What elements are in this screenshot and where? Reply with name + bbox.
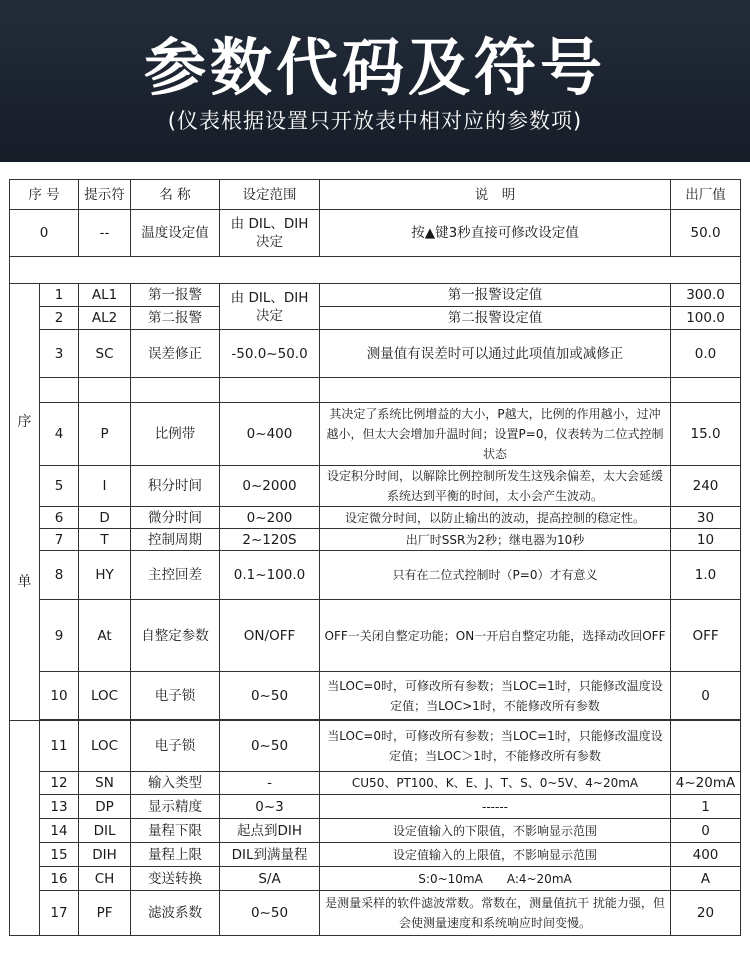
cell-range: - bbox=[220, 772, 320, 795]
cell-no: 12 bbox=[40, 772, 79, 795]
table-row bbox=[10, 600, 741, 672]
col-header-desc: 说 明 bbox=[320, 180, 671, 210]
cell-desc: 当LOC=0时，可修改所有参数；当LOC=1时，只能修改温度设定值；当LOC>1时，不能修改所有参数 bbox=[320, 672, 671, 720]
cell-symbol: -- bbox=[79, 210, 131, 257]
table-row bbox=[10, 330, 741, 378]
cell-desc: 其决定了系统比例增益的大小，P越大，比例的作用越小，过冲越小，但太大会增加升温时间；设置P=0，仪表转为二位式控制状态 bbox=[320, 403, 671, 466]
cell-range: ON/OFF bbox=[220, 600, 320, 672]
cell-symbol: LOC bbox=[79, 721, 131, 772]
table-row bbox=[10, 507, 741, 529]
cell-default bbox=[671, 721, 741, 772]
cell-default: OFF bbox=[671, 600, 741, 672]
table-row bbox=[10, 843, 741, 867]
cell-default: 240 bbox=[671, 466, 741, 507]
group2-side-label bbox=[10, 721, 40, 936]
cell-name: 主控回差 bbox=[131, 551, 220, 600]
cell-desc: 设定值输入的上限值，不影响显示范围 bbox=[320, 843, 671, 867]
cell-default: 20 bbox=[671, 891, 741, 936]
parameter-table bbox=[9, 179, 741, 936]
cell-name: 电子锁 bbox=[131, 672, 220, 720]
cell-range: DIL到满量程 bbox=[220, 843, 320, 867]
cell-range: 0~50 bbox=[220, 891, 320, 936]
cell-default: 300.0 bbox=[671, 284, 741, 307]
cell-symbol: I bbox=[79, 466, 131, 507]
cell-no: 7 bbox=[40, 529, 79, 551]
cell-no: 17 bbox=[40, 891, 79, 936]
cell-default: 30 bbox=[671, 507, 741, 529]
cell-default: A bbox=[671, 867, 741, 891]
cell-no: 3 bbox=[40, 330, 79, 378]
group-side-label bbox=[10, 284, 40, 721]
cell-name: 显示精度 bbox=[131, 795, 220, 819]
cell-symbol: CH bbox=[79, 867, 131, 891]
col-header-symbol: 提示符 bbox=[79, 180, 131, 210]
cell-range: 0~50 bbox=[220, 721, 320, 772]
col-header-no: 序 号 bbox=[10, 180, 79, 210]
cell-no: 13 bbox=[40, 795, 79, 819]
cell-symbol: At bbox=[79, 600, 131, 672]
cell-range: 起点到DIH bbox=[220, 819, 320, 843]
cell-range: 0~200 bbox=[220, 507, 320, 529]
table-row bbox=[10, 819, 741, 843]
cell-default: 100.0 bbox=[671, 307, 741, 330]
col-header-name: 名 称 bbox=[131, 180, 220, 210]
cell-no: 6 bbox=[40, 507, 79, 529]
table-row bbox=[10, 529, 741, 551]
table-row bbox=[10, 284, 741, 307]
cell-range: 0~2000 bbox=[220, 466, 320, 507]
cell-no: 9 bbox=[40, 600, 79, 672]
page-title: 参数代码及符号 bbox=[143, 31, 606, 104]
cell-name: 误差修正 bbox=[131, 330, 220, 378]
cell-range: 0~50 bbox=[220, 672, 320, 720]
cell-default: 1.0 bbox=[671, 551, 741, 600]
table-row bbox=[10, 551, 741, 600]
table-row bbox=[10, 307, 741, 330]
cell-desc: 测量值有误差时可以通过此项值加或减修正 bbox=[320, 330, 671, 378]
cell-symbol: HY bbox=[79, 551, 131, 600]
blank-separator-row bbox=[10, 257, 741, 284]
cell-default: 15.0 bbox=[671, 403, 741, 466]
cell-name: 第二报警 bbox=[131, 307, 220, 330]
table-row bbox=[10, 403, 741, 466]
cell-symbol: DIH bbox=[79, 843, 131, 867]
table-row bbox=[10, 772, 741, 795]
table-row bbox=[10, 891, 741, 936]
table-row bbox=[10, 795, 741, 819]
cell-name: 第一报警 bbox=[131, 284, 220, 307]
cell-desc: ------ bbox=[320, 795, 671, 819]
cell-name: 滤波系数 bbox=[131, 891, 220, 936]
cell-symbol: T bbox=[79, 529, 131, 551]
cell-default: 0 bbox=[671, 672, 741, 720]
cell-desc: 是测量采样的软件滤波常数。常数在，测量值抗干 扰能力强，但会使测量速度和系统响应时间变慢。 bbox=[320, 891, 671, 936]
cell-desc: 当LOC=0时，可修改所有参数；当LOC=1时，只能修改温度设定值；当LOC＞1时，不能修改所有参数 bbox=[320, 721, 671, 772]
cell-no: 8 bbox=[40, 551, 79, 600]
cell-name: 输入类型 bbox=[131, 772, 220, 795]
table-row bbox=[10, 867, 741, 891]
cell-desc: 第一报警设定值 bbox=[320, 284, 671, 307]
table-row bbox=[10, 466, 741, 507]
cell-range: 由 DIL、DIH 决定 bbox=[220, 284, 320, 330]
cell-symbol: P bbox=[79, 403, 131, 466]
cell-range: 0.1~100.0 bbox=[220, 551, 320, 600]
cell-range: 由 DIL、DIH 决定 bbox=[220, 210, 320, 257]
cell-range: 0~3 bbox=[220, 795, 320, 819]
cell-no: 0 bbox=[10, 210, 79, 257]
cell-default: 10 bbox=[671, 529, 741, 551]
cell-range: 2~120S bbox=[220, 529, 320, 551]
page-subtitle: (仪表根据设置只开放表中相对应的参数项) bbox=[167, 109, 583, 133]
cell-no: 2 bbox=[40, 307, 79, 330]
cell-symbol: LOC bbox=[79, 672, 131, 720]
page-header bbox=[0, 0, 750, 162]
cell-no: 5 bbox=[40, 466, 79, 507]
cell-name: 控制周期 bbox=[131, 529, 220, 551]
cell-desc: 设定积分时间，以解除比例控制所发生这残余偏差，太大会延缓系统达到平衡的时间，太小会产生波动。 bbox=[320, 466, 671, 507]
cell-symbol: SN bbox=[79, 772, 131, 795]
cell-no: 10 bbox=[40, 672, 79, 720]
cell-name: 量程下限 bbox=[131, 819, 220, 843]
cell-range: -50.0~50.0 bbox=[220, 330, 320, 378]
cell-symbol: DP bbox=[79, 795, 131, 819]
cell-default: 400 bbox=[671, 843, 741, 867]
blank-row bbox=[10, 378, 741, 403]
cell-symbol: AL2 bbox=[79, 307, 131, 330]
cell-no: 11 bbox=[40, 721, 79, 772]
cell-default: 50.0 bbox=[671, 210, 741, 257]
cell-default: 0 bbox=[671, 819, 741, 843]
cell-symbol: PF bbox=[79, 891, 131, 936]
cell-name: 变送转换 bbox=[131, 867, 220, 891]
cell-name: 温度设定值 bbox=[131, 210, 220, 257]
cell-default: 1 bbox=[671, 795, 741, 819]
cell-name: 自整定参数 bbox=[131, 600, 220, 672]
cell-name: 电子锁 bbox=[131, 721, 220, 772]
cell-name: 微分时间 bbox=[131, 507, 220, 529]
cell-symbol: AL1 bbox=[79, 284, 131, 307]
cell-no: 15 bbox=[40, 843, 79, 867]
cell-no: 4 bbox=[40, 403, 79, 466]
cell-desc: OFF一关闭自整定功能；ON一开启自整定功能，选择动改回OFF bbox=[320, 600, 671, 672]
cell-desc: S:0~10mA A:4~20mA bbox=[320, 867, 671, 891]
cell-desc: 第二报警设定值 bbox=[320, 307, 671, 330]
cell-symbol: D bbox=[79, 507, 131, 529]
cell-name: 量程上限 bbox=[131, 843, 220, 867]
cell-default: 4~20mA bbox=[671, 772, 741, 795]
cell-range: S/A bbox=[220, 867, 320, 891]
cell-desc: 按▲键3秒直接可修改设定值 bbox=[320, 210, 671, 257]
cell-desc: 设定值输入的下限值，不影响显示范围 bbox=[320, 819, 671, 843]
cell-symbol: DIL bbox=[79, 819, 131, 843]
cell-desc: CU50、PT100、K、E、J、T、S、0~5V、4~20mA bbox=[320, 772, 671, 795]
table-row bbox=[10, 721, 741, 772]
table-header-row bbox=[10, 180, 741, 210]
col-header-default: 出厂值 bbox=[671, 180, 741, 210]
cell-no: 16 bbox=[40, 867, 79, 891]
cell-desc: 只有在二位式控制时（P=0）才有意义 bbox=[320, 551, 671, 600]
cell-no: 1 bbox=[40, 284, 79, 307]
cell-name: 比例带 bbox=[131, 403, 220, 466]
cell-name: 积分时间 bbox=[131, 466, 220, 507]
cell-desc: 设定微分时间，以防止输出的波动，提高控制的稳定性。 bbox=[320, 507, 671, 529]
col-header-range: 设定范围 bbox=[220, 180, 320, 210]
cell-range: 0~400 bbox=[220, 403, 320, 466]
table-row bbox=[10, 672, 741, 720]
table-row bbox=[10, 210, 741, 257]
cell-default: 0.0 bbox=[671, 330, 741, 378]
cell-no: 14 bbox=[40, 819, 79, 843]
group-label-text: 序 单 bbox=[17, 414, 32, 590]
cell-symbol: SC bbox=[79, 330, 131, 378]
cell-desc: 出厂时SSR为2秒；继电器为10秒 bbox=[320, 529, 671, 551]
